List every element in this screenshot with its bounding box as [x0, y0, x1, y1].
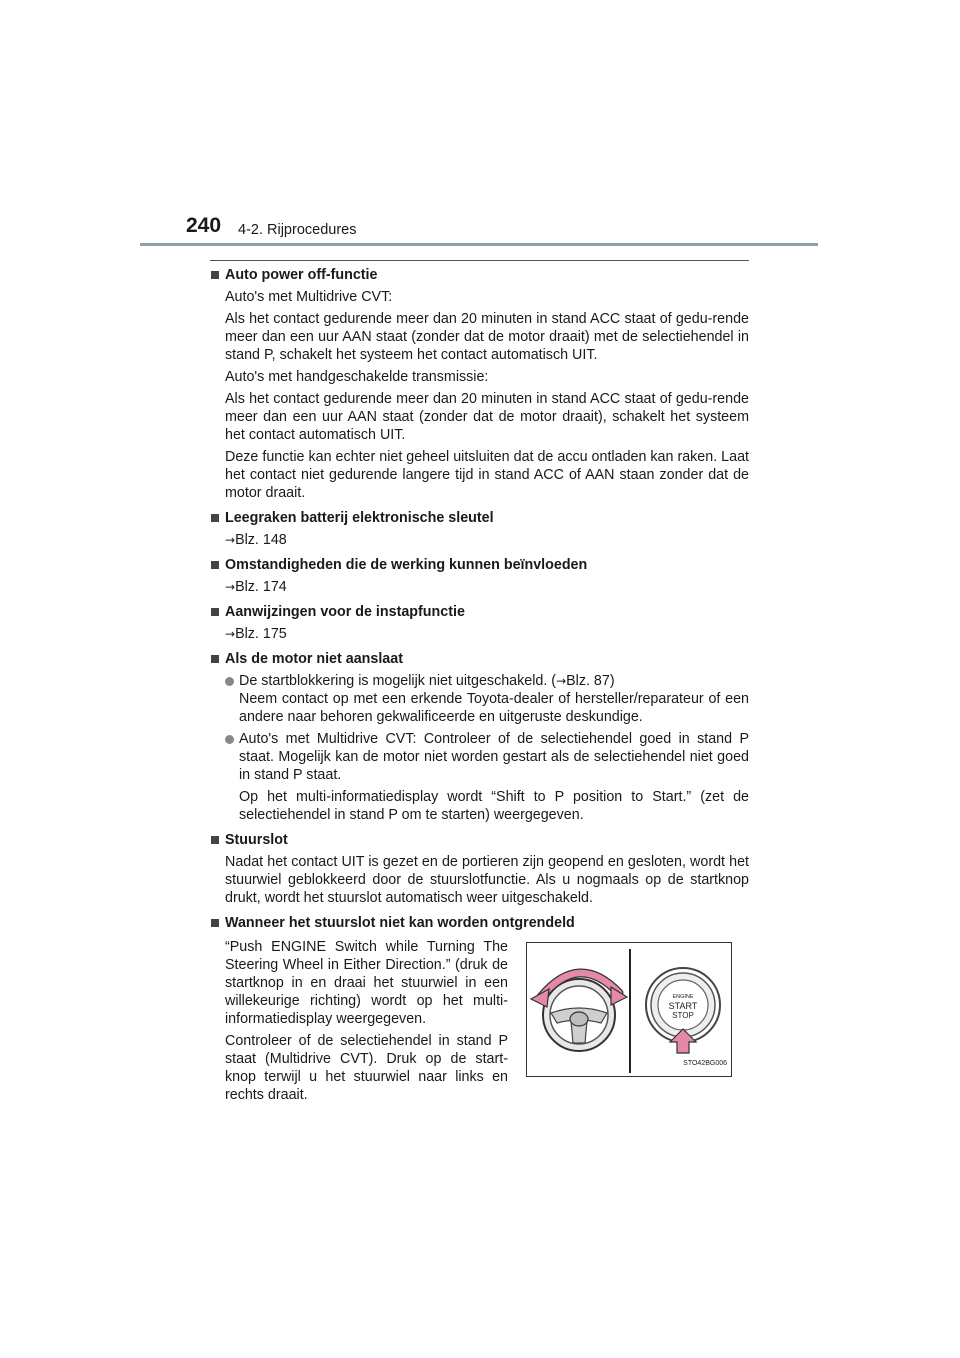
illustration-steering-and-start-button [526, 942, 732, 1077]
heading-entry-notes: Aanwijzingen voor de instapfunctie [210, 603, 749, 621]
page-reference[interactable]: Blz. 87) [566, 673, 615, 689]
paragraph: Als het contact gedurende meer dan 20 minuten in stand ACC staat of gedu-rende meer dan een uur AAN staat (zonder dat de motor draait), schakelt het systeem het contact automatisch UIT. [225, 391, 749, 443]
list-item: Auto's met Multidrive CVT: Controleer of de selectiehendel goed in stand P staat. Mogelijk kan de motor niet worden gestart als de selectiehendel niet goed in stand P staat. [225, 730, 749, 784]
unlock-section-body [210, 938, 749, 1104]
paragraph: Deze functie kan echter niet geheel uitsluiten dat de accu ontladen kan raken. Laat het contact niet gedurende langere tijd in stand ACC of AAN staan zonder dat de motor draait. [225, 449, 749, 501]
header-rule [140, 243, 818, 246]
paragraph: “Push ENGINE Switch while Turning The Steering Wheel in Either Direction.” (druk de startknop in en draai het stuurwiel in een willekeurige richting) wordt op het multi-informatiedisplay weergegeven. [225, 939, 508, 1027]
heading-auto-power-off: Auto power off-functie [210, 266, 749, 284]
arrow-right-icon: → [556, 674, 567, 688]
figure-code: STO42BG006 [683, 1060, 727, 1067]
heading-battery: Leegraken batterij elektronische sleutel [210, 509, 749, 527]
round-bullet-icon [225, 735, 234, 744]
page-reference[interactable]: →Blz. 175 [225, 626, 287, 642]
square-bullet-icon [211, 655, 219, 663]
paragraph: Op het multi-informatiedisplay wordt “Shift to P position to Start.” (zet de selectiehendel in stand P om te starten) weergegeven. [239, 789, 749, 823]
button-label-engine: ENGINE [672, 994, 694, 1000]
paragraph: Als het contact gedurende meer dan 20 minuten in stand ACC staat of gedu-rende meer dan een uur AAN staat (zonder dat de motor draait) met de selectiehendel in stand P, schakelt het systeem het contact automatisch UIT. [225, 311, 749, 363]
button-label-start: START [668, 1001, 698, 1011]
content-body [210, 266, 749, 1108]
unlock-text-column [225, 938, 508, 1104]
section-title: 4-2. Rijprocedures [238, 222, 357, 238]
square-bullet-icon [211, 561, 219, 569]
paragraph: Nadat het contact UIT is gezet en de portieren zijn geopend en gesloten, wordt het stuurwiel geblokkeerd door de stuurslotfunctie. Als u nogmaals op de startknop drukt, wordt het stuurslot automatisch weer uitgeschakeld. [225, 854, 749, 906]
heading-unlock-fail: Wanneer het stuurslot niet kan worden ontgrendeld [210, 914, 749, 932]
page-reference[interactable]: →Blz. 148 [225, 532, 287, 548]
arrow-right-icon: → [225, 533, 236, 547]
page-number: 240 [186, 214, 222, 237]
list-item: De startblokkering is mogelijk niet uitgeschakeld. (→Blz. 87) Neem contact op met een erkende Toyota-dealer of hersteller/reparateur of een andere naar behoren gekwalificeerde en uitgeruste deskundige. [225, 672, 749, 726]
square-bullet-icon [211, 919, 219, 927]
square-bullet-icon [211, 836, 219, 844]
paragraph: Auto's met Multidrive CVT: [225, 289, 393, 305]
paragraph: Controleer of de selectiehendel in stand P staat (Multidrive CVT). Druk op de start-knop terwijl u het stuurwiel naar links en rechts draait. [225, 1033, 508, 1103]
round-bullet-icon [225, 677, 234, 686]
paragraph: Auto's met handgeschakelde transmissie: [225, 369, 489, 385]
page-reference[interactable]: →Blz. 174 [225, 579, 287, 595]
heading-engine-not-start: Als de motor niet aanslaat [210, 650, 749, 668]
heading-circumstances: Omstandigheden die de werking kunnen beïnvloeden [210, 556, 749, 574]
arrow-right-icon: → [225, 580, 236, 594]
heading-steering-lock: Stuurslot [210, 831, 749, 849]
square-bullet-icon [211, 514, 219, 522]
square-bullet-icon [211, 271, 219, 279]
square-bullet-icon [211, 608, 219, 616]
arrow-right-icon: → [225, 627, 236, 641]
content-top-rule [210, 260, 749, 261]
button-label-stop: STOP [672, 1011, 694, 1020]
